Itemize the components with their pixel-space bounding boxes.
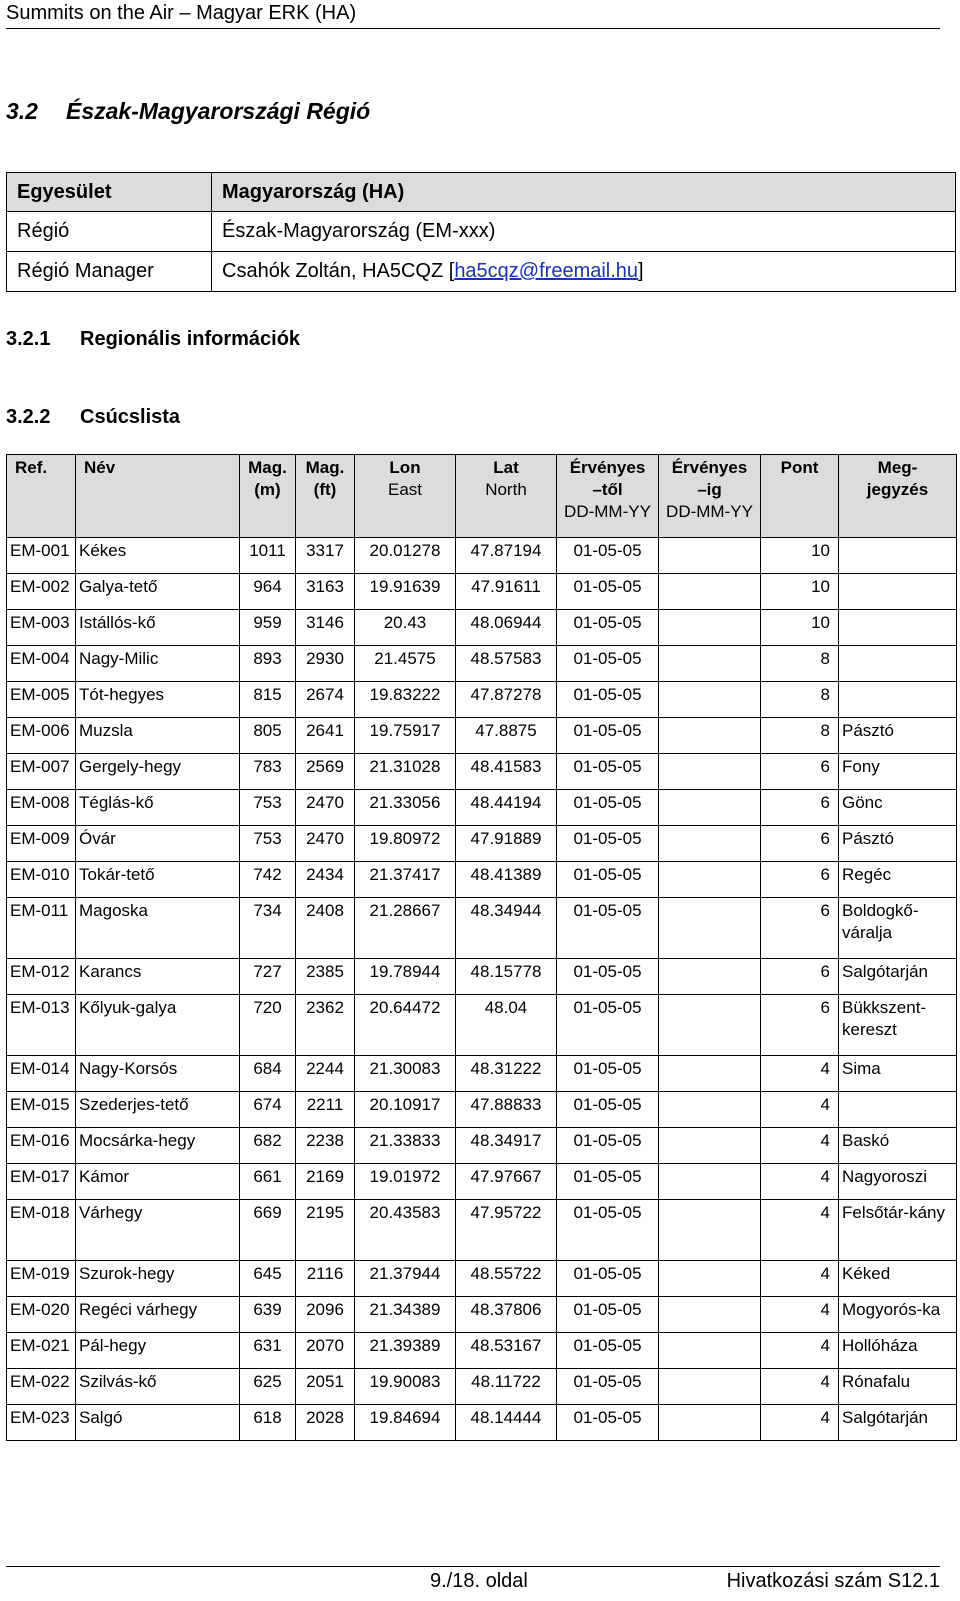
cell-note: Hollóháza — [839, 1333, 957, 1369]
cell-ref: EM-008 — [7, 790, 76, 826]
cell-from: 01-05-05 — [557, 898, 659, 959]
cell-m: 734 — [240, 898, 296, 959]
cell-lon: 19.90083 — [355, 1369, 456, 1405]
cell-lon: 20.43 — [355, 610, 456, 646]
cell-lat: 48.11722 — [456, 1369, 557, 1405]
info-value: Észak-Magyarország (EM-xxx) — [212, 212, 956, 252]
cell-name: Tokár-tető — [76, 862, 240, 898]
cell-lat: 47.91889 — [456, 826, 557, 862]
cell-ref: EM-011 — [7, 898, 76, 959]
cell-lat: 47.87278 — [456, 682, 557, 718]
col-ref: Ref. — [7, 455, 76, 538]
cell-note — [839, 538, 957, 574]
cell-to — [659, 538, 761, 574]
cell-pts: 6 — [761, 959, 839, 995]
cell-ft: 2096 — [296, 1297, 355, 1333]
cell-m: 815 — [240, 682, 296, 718]
cell-pts: 8 — [761, 718, 839, 754]
page-number: 9./18. oldal — [430, 1570, 528, 1592]
cell-to — [659, 574, 761, 610]
cell-lon: 21.30083 — [355, 1056, 456, 1092]
cell-lon: 19.80972 — [355, 826, 456, 862]
cell-m: 805 — [240, 718, 296, 754]
reference-number: Hivatkozási szám S12.1 — [726, 1570, 940, 1592]
cell-lat: 48.41389 — [456, 862, 557, 898]
cell-lon: 19.78944 — [355, 959, 456, 995]
cell-ft: 2028 — [296, 1405, 355, 1441]
subsection-title: Csúcslista — [80, 406, 181, 428]
cell-name: Regéci várhegy — [76, 1297, 240, 1333]
table-row — [7, 790, 957, 826]
cell-ft: 2195 — [296, 1200, 355, 1261]
table-row — [7, 1200, 957, 1261]
cell-pts: 4 — [761, 1092, 839, 1128]
cell-m: 618 — [240, 1405, 296, 1441]
table-row — [7, 1128, 957, 1164]
cell-from: 01-05-05 — [557, 610, 659, 646]
cell-m: 959 — [240, 610, 296, 646]
cell-note: Baskó — [839, 1128, 957, 1164]
cell-from: 01-05-05 — [557, 754, 659, 790]
cell-lat: 48.04 — [456, 995, 557, 1056]
cell-ref: EM-003 — [7, 610, 76, 646]
cell-ft: 2116 — [296, 1261, 355, 1297]
cell-note: Sima — [839, 1056, 957, 1092]
cell-ref: EM-020 — [7, 1297, 76, 1333]
cell-to — [659, 646, 761, 682]
table-row — [7, 862, 957, 898]
cell-ref: EM-007 — [7, 754, 76, 790]
cell-name: Muzsla — [76, 718, 240, 754]
subsection-heading — [6, 328, 300, 351]
cell-note: Salgótarján — [839, 1405, 957, 1441]
table-row — [7, 995, 957, 1056]
info-value: Magyarország (HA) — [212, 173, 956, 212]
cell-lat: 48.57583 — [456, 646, 557, 682]
col-note: Meg- jegyzés — [839, 455, 957, 538]
table-row — [7, 898, 957, 959]
cell-m: 742 — [240, 862, 296, 898]
cell-m: 753 — [240, 826, 296, 862]
cell-name: Kékes — [76, 538, 240, 574]
cell-name: Gergely-hegy — [76, 754, 240, 790]
cell-name: Salgó — [76, 1405, 240, 1441]
cell-pts: 4 — [761, 1297, 839, 1333]
info-key: Egyesület — [7, 173, 212, 212]
cell-to — [659, 826, 761, 862]
cell-from: 01-05-05 — [557, 1128, 659, 1164]
cell-name: Galya-tető — [76, 574, 240, 610]
cell-pts: 4 — [761, 1164, 839, 1200]
cell-to — [659, 995, 761, 1056]
cell-to — [659, 1128, 761, 1164]
cell-note: Fony — [839, 754, 957, 790]
cell-to — [659, 1405, 761, 1441]
cell-ft: 2070 — [296, 1333, 355, 1369]
table-row — [7, 754, 957, 790]
subsection-title: Regionális információk — [80, 328, 301, 350]
cell-pts: 4 — [761, 1261, 839, 1297]
cell-note: Boldogkő-váralja — [839, 898, 957, 959]
col-mag-ft: Mag. (ft) — [296, 455, 355, 538]
cell-m: 684 — [240, 1056, 296, 1092]
section-heading — [6, 98, 370, 125]
cell-ft: 2470 — [296, 826, 355, 862]
cell-lon: 21.39389 — [355, 1333, 456, 1369]
cell-lon: 20.10917 — [355, 1092, 456, 1128]
cell-ref: EM-017 — [7, 1164, 76, 1200]
cell-lat: 48.06944 — [456, 610, 557, 646]
cell-pts: 4 — [761, 1333, 839, 1369]
cell-ft: 2244 — [296, 1056, 355, 1092]
cell-pts: 4 — [761, 1405, 839, 1441]
cell-ft: 2408 — [296, 898, 355, 959]
cell-ref: EM-005 — [7, 682, 76, 718]
cell-to — [659, 1056, 761, 1092]
table-row — [7, 959, 957, 995]
manager-email-link[interactable]: ha5cqz@freemail.hu — [454, 260, 639, 282]
col-valid-from: Érvényes –től DD-MM-YY — [557, 455, 659, 538]
cell-lat: 47.97667 — [456, 1164, 557, 1200]
info-row — [7, 173, 956, 212]
cell-ref: EM-023 — [7, 1405, 76, 1441]
cell-from: 01-05-05 — [557, 1297, 659, 1333]
info-value — [212, 252, 956, 292]
cell-lat: 48.37806 — [456, 1297, 557, 1333]
cell-ft: 3146 — [296, 610, 355, 646]
cell-ft: 3317 — [296, 538, 355, 574]
cell-m: 783 — [240, 754, 296, 790]
cell-lon: 21.37944 — [355, 1261, 456, 1297]
cell-from: 01-05-05 — [557, 574, 659, 610]
cell-pts: 8 — [761, 646, 839, 682]
cell-ref: EM-014 — [7, 1056, 76, 1092]
cell-lat: 47.8875 — [456, 718, 557, 754]
cell-ft: 3163 — [296, 574, 355, 610]
cell-lon: 19.01972 — [355, 1164, 456, 1200]
table-row — [7, 1261, 957, 1297]
cell-name: Karancs — [76, 959, 240, 995]
cell-m: 727 — [240, 959, 296, 995]
cell-from: 01-05-05 — [557, 1092, 659, 1128]
cell-from: 01-05-05 — [557, 1200, 659, 1261]
cell-pts: 4 — [761, 1056, 839, 1092]
region-info-table — [6, 172, 956, 292]
cell-lon: 19.84694 — [355, 1405, 456, 1441]
cell-name: Kőlyuk-galya — [76, 995, 240, 1056]
cell-m: 964 — [240, 574, 296, 610]
cell-ft: 2051 — [296, 1369, 355, 1405]
cell-pts: 6 — [761, 754, 839, 790]
cell-lon: 21.37417 — [355, 862, 456, 898]
cell-lon: 20.64472 — [355, 995, 456, 1056]
cell-from: 01-05-05 — [557, 646, 659, 682]
cell-note: Bükkszent-kereszt — [839, 995, 957, 1056]
cell-pts: 10 — [761, 538, 839, 574]
section-title: Észak-Magyarországi Régió — [66, 98, 371, 124]
cell-note — [839, 1092, 957, 1128]
info-row — [7, 252, 956, 292]
cell-to — [659, 1297, 761, 1333]
cell-ft: 2641 — [296, 718, 355, 754]
cell-lat: 48.34917 — [456, 1128, 557, 1164]
cell-m: 631 — [240, 1333, 296, 1369]
cell-ref: EM-013 — [7, 995, 76, 1056]
cell-name: Óvár — [76, 826, 240, 862]
summit-table-header — [7, 455, 957, 538]
cell-to — [659, 1261, 761, 1297]
cell-ref: EM-018 — [7, 1200, 76, 1261]
cell-lat: 48.41583 — [456, 754, 557, 790]
cell-lat: 48.55722 — [456, 1261, 557, 1297]
table-row — [7, 1297, 957, 1333]
cell-to — [659, 682, 761, 718]
cell-lon: 19.83222 — [355, 682, 456, 718]
cell-lon: 21.31028 — [355, 754, 456, 790]
cell-name: Várhegy — [76, 1200, 240, 1261]
cell-from: 01-05-05 — [557, 826, 659, 862]
cell-ref: EM-006 — [7, 718, 76, 754]
cell-name: Pál-hegy — [76, 1333, 240, 1369]
cell-note: Regéc — [839, 862, 957, 898]
cell-ref: EM-019 — [7, 1261, 76, 1297]
cell-to — [659, 1092, 761, 1128]
cell-m: 639 — [240, 1297, 296, 1333]
cell-ft: 2238 — [296, 1128, 355, 1164]
cell-m: 1011 — [240, 538, 296, 574]
cell-to — [659, 862, 761, 898]
cell-from: 01-05-05 — [557, 995, 659, 1056]
cell-note: Pásztó — [839, 718, 957, 754]
summit-table-body — [7, 538, 957, 1441]
cell-m: 720 — [240, 995, 296, 1056]
cell-m: 669 — [240, 1200, 296, 1261]
page-header — [6, 0, 940, 29]
cell-ft: 2569 — [296, 754, 355, 790]
cell-m: 753 — [240, 790, 296, 826]
cell-pts: 4 — [761, 1200, 839, 1261]
cell-name: Magoska — [76, 898, 240, 959]
cell-ft: 2385 — [296, 959, 355, 995]
cell-ref: EM-001 — [7, 538, 76, 574]
table-row — [7, 1369, 957, 1405]
cell-lat: 48.15778 — [456, 959, 557, 995]
cell-from: 01-05-05 — [557, 790, 659, 826]
cell-to — [659, 1200, 761, 1261]
cell-note: Mogyorós-ka — [839, 1297, 957, 1333]
cell-from: 01-05-05 — [557, 1261, 659, 1297]
cell-name: Téglás-kő — [76, 790, 240, 826]
cell-from: 01-05-05 — [557, 682, 659, 718]
cell-ref: EM-015 — [7, 1092, 76, 1128]
cell-lat: 48.31222 — [456, 1056, 557, 1092]
cell-pts: 8 — [761, 682, 839, 718]
cell-ref: EM-002 — [7, 574, 76, 610]
cell-to — [659, 718, 761, 754]
cell-lat: 47.88833 — [456, 1092, 557, 1128]
page-footer — [6, 1566, 940, 1597]
cell-lon: 19.91639 — [355, 574, 456, 610]
cell-lat: 48.34944 — [456, 898, 557, 959]
cell-ft: 2470 — [296, 790, 355, 826]
table-row — [7, 574, 957, 610]
cell-name: Kámor — [76, 1164, 240, 1200]
cell-to — [659, 898, 761, 959]
cell-from: 01-05-05 — [557, 538, 659, 574]
cell-lon: 21.34389 — [355, 1297, 456, 1333]
cell-name: Szurok-hegy — [76, 1261, 240, 1297]
cell-ref: EM-021 — [7, 1333, 76, 1369]
cell-pts: 6 — [761, 862, 839, 898]
cell-from: 01-05-05 — [557, 959, 659, 995]
manager-name: Csahók Zoltán, HA5CQZ [ — [222, 260, 455, 282]
table-row — [7, 1092, 957, 1128]
col-lat: Lat North — [456, 455, 557, 538]
cell-ft: 2211 — [296, 1092, 355, 1128]
table-row — [7, 646, 957, 682]
cell-m: 661 — [240, 1164, 296, 1200]
cell-lat: 47.91611 — [456, 574, 557, 610]
col-points: Pont — [761, 455, 839, 538]
cell-lon: 21.33056 — [355, 790, 456, 826]
subsection-heading — [6, 406, 180, 429]
cell-note: Felsőtár-kány — [839, 1200, 957, 1261]
cell-note: Salgótarján — [839, 959, 957, 995]
cell-lat: 48.14444 — [456, 1405, 557, 1441]
cell-ft: 2169 — [296, 1164, 355, 1200]
cell-note: Nagyoroszi — [839, 1164, 957, 1200]
info-row — [7, 212, 956, 252]
cell-m: 682 — [240, 1128, 296, 1164]
cell-note — [839, 682, 957, 718]
cell-from: 01-05-05 — [557, 1164, 659, 1200]
cell-lat: 48.44194 — [456, 790, 557, 826]
cell-pts: 6 — [761, 826, 839, 862]
cell-ft: 2930 — [296, 646, 355, 682]
table-row — [7, 1333, 957, 1369]
cell-lon: 20.43583 — [355, 1200, 456, 1261]
cell-note: Kéked — [839, 1261, 957, 1297]
table-row — [7, 826, 957, 862]
cell-to — [659, 1333, 761, 1369]
table-row — [7, 718, 957, 754]
table-row — [7, 1056, 957, 1092]
cell-lat: 47.95722 — [456, 1200, 557, 1261]
cell-note — [839, 646, 957, 682]
cell-note: Pásztó — [839, 826, 957, 862]
cell-pts: 4 — [761, 1369, 839, 1405]
cell-from: 01-05-05 — [557, 1369, 659, 1405]
cell-name: Nagy-Korsós — [76, 1056, 240, 1092]
cell-ft: 2674 — [296, 682, 355, 718]
info-key: Régió Manager — [7, 252, 212, 292]
cell-name: Szilvás-kő — [76, 1369, 240, 1405]
section-number: 3.2 — [6, 98, 38, 124]
col-lon: Lon East — [355, 455, 456, 538]
cell-name: Mocsárka-hegy — [76, 1128, 240, 1164]
cell-lon: 21.4575 — [355, 646, 456, 682]
cell-from: 01-05-05 — [557, 1405, 659, 1441]
cell-from: 01-05-05 — [557, 862, 659, 898]
cell-pts: 4 — [761, 1128, 839, 1164]
table-row — [7, 538, 957, 574]
cell-name: Nagy-Milic — [76, 646, 240, 682]
cell-name: Tót-hegyes — [76, 682, 240, 718]
cell-lat: 47.87194 — [456, 538, 557, 574]
cell-pts: 10 — [761, 574, 839, 610]
cell-ref: EM-022 — [7, 1369, 76, 1405]
cell-pts: 6 — [761, 790, 839, 826]
cell-ref: EM-009 — [7, 826, 76, 862]
cell-m: 645 — [240, 1261, 296, 1297]
cell-ref: EM-016 — [7, 1128, 76, 1164]
header-title: Summits on the Air – Magyar ERK (HA) — [6, 2, 357, 24]
cell-to — [659, 1164, 761, 1200]
cell-pts: 6 — [761, 898, 839, 959]
table-row — [7, 682, 957, 718]
cell-ft: 2362 — [296, 995, 355, 1056]
cell-to — [659, 790, 761, 826]
cell-from: 01-05-05 — [557, 1056, 659, 1092]
cell-note: Gönc — [839, 790, 957, 826]
col-valid-to: Érvényes –ig DD-MM-YY — [659, 455, 761, 538]
subsection-number: 3.2.1 — [6, 328, 51, 350]
cell-to — [659, 610, 761, 646]
cell-ref: EM-004 — [7, 646, 76, 682]
cell-to — [659, 1369, 761, 1405]
table-row — [7, 1164, 957, 1200]
cell-lon: 21.33833 — [355, 1128, 456, 1164]
table-row — [7, 610, 957, 646]
cell-lon: 21.28667 — [355, 898, 456, 959]
cell-name: Istállós-kő — [76, 610, 240, 646]
col-name: Név — [76, 455, 240, 538]
cell-ref: EM-012 — [7, 959, 76, 995]
col-mag-m: Mag. (m) — [240, 455, 296, 538]
cell-ref: EM-010 — [7, 862, 76, 898]
cell-m: 674 — [240, 1092, 296, 1128]
cell-from: 01-05-05 — [557, 1333, 659, 1369]
info-key: Régió — [7, 212, 212, 252]
cell-name: Szederjes-tető — [76, 1092, 240, 1128]
cell-note — [839, 610, 957, 646]
cell-lon: 20.01278 — [355, 538, 456, 574]
cell-ft: 2434 — [296, 862, 355, 898]
subsection-number: 3.2.2 — [6, 406, 51, 428]
cell-m: 893 — [240, 646, 296, 682]
cell-note — [839, 574, 957, 610]
cell-to — [659, 754, 761, 790]
cell-m: 625 — [240, 1369, 296, 1405]
cell-from: 01-05-05 — [557, 718, 659, 754]
cell-pts: 10 — [761, 610, 839, 646]
manager-bracket: ] — [638, 260, 644, 282]
cell-lat: 48.53167 — [456, 1333, 557, 1369]
cell-to — [659, 959, 761, 995]
cell-lon: 19.75917 — [355, 718, 456, 754]
table-row — [7, 1405, 957, 1441]
summit-table — [6, 454, 957, 1441]
cell-pts: 6 — [761, 995, 839, 1056]
cell-note: Rónafalu — [839, 1369, 957, 1405]
